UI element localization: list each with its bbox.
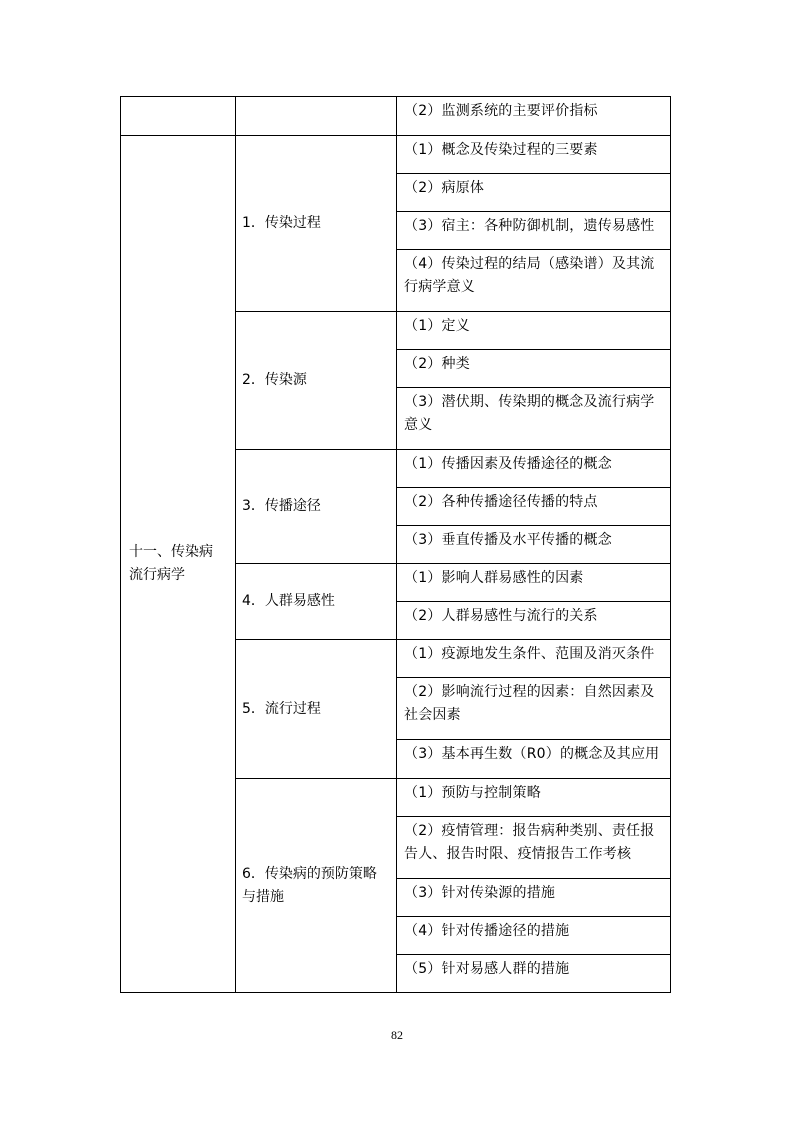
item-cell: （2）影响流行过程的因素：自然因素及社会因素 <box>397 678 671 740</box>
section-title: 6．传染病的预防策略与措施 <box>236 779 397 993</box>
item-cell: （3）针对传染源的措施 <box>397 879 671 917</box>
item-cell: （5）针对易感人群的措施 <box>397 955 671 993</box>
item-cell: （2）人群易感性与流行的关系 <box>397 602 671 640</box>
table-row <box>121 136 671 174</box>
section-cell-empty <box>236 97 397 136</box>
item-cell: （2）病原体 <box>397 174 671 212</box>
item-cell: （1）传播因素及传播途径的概念 <box>397 450 671 488</box>
item-cell: （2）疫情管理：报告病种类别、责任报告人、报告时限、疫情报告工作考核 <box>397 817 671 879</box>
syllabus-table <box>120 96 671 993</box>
chapter-cell-empty <box>121 97 236 136</box>
item-cell: （1）影响人群易感性的因素 <box>397 564 671 602</box>
section-title: 1．传染过程 <box>236 136 397 312</box>
page-number: 82 <box>391 1028 403 1042</box>
section-title: 5．流行过程 <box>236 640 397 779</box>
item-cell: （1）疫源地发生条件、范围及消灭条件 <box>397 640 671 678</box>
item-cell: （3）潜伏期、传染期的概念及流行病学意义 <box>397 388 671 450</box>
chapter-title-line1: 十一、传染病 <box>129 544 213 560</box>
item-cell: （3）垂直传播及水平传播的概念 <box>397 526 671 564</box>
item-cell: （2）种类 <box>397 350 671 388</box>
item-cell: （2）监测系统的主要评价指标 <box>397 97 671 136</box>
item-cell: （1）概念及传染过程的三要素 <box>397 136 671 174</box>
item-cell: （1）预防与控制策略 <box>397 779 671 817</box>
item-cell: （3）基本再生数（R0）的概念及其应用 <box>397 740 671 779</box>
item-cell: （4）传染过程的结局（感染谱）及其流行病学意义 <box>397 250 671 312</box>
chapter-title-line2: 流行病学 <box>129 567 185 583</box>
chapter-cell <box>121 136 236 993</box>
item-cell: （1）定义 <box>397 312 671 350</box>
table-row <box>121 97 671 136</box>
item-cell: （2）各种传播途径传播的特点 <box>397 488 671 526</box>
section-title: 4．人群易感性 <box>236 564 397 640</box>
item-cell: （4）针对传播途径的措施 <box>397 917 671 955</box>
section-title: 3．传播途径 <box>236 450 397 564</box>
section-title: 2．传染源 <box>236 312 397 450</box>
item-cell: （3）宿主：各种防御机制，遗传易感性 <box>397 212 671 250</box>
